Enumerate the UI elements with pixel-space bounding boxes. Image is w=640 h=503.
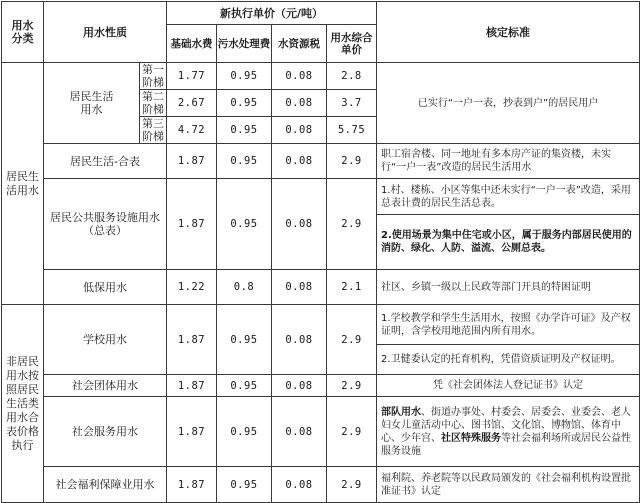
tier-label: 第一阶梯: [140, 63, 167, 90]
water-price-table: [1, 1, 640, 503]
standard-tiered: 已实行“一户一表，抄表到户”的居民用户: [377, 63, 640, 144]
resource-tax: 0.08: [272, 397, 327, 467]
resource-tax: 0.08: [272, 467, 327, 503]
category-nonresidential: 非居民 用水按 照居民 生活类 用水合 表价格 执行: [2, 305, 44, 503]
type-social-welfare: 社会福利保障业用水: [44, 467, 167, 503]
tier-label: 第二阶梯: [140, 90, 167, 117]
type-shared: 居民生活-合表: [44, 144, 167, 179]
base-fee: 2.67: [167, 90, 217, 117]
standard-shared: 职工宿舍楼、同一地址有多本房产证的集资楼，未实行“一户一表”改造的居民生活用水: [377, 144, 640, 179]
base-fee: 1.77: [167, 63, 217, 90]
standard-social-welfare: 福利院、养老院等以民政局颁发的《社会福利机构设置批准证书》认定: [377, 467, 640, 503]
standard-social-service: [377, 397, 640, 467]
sewage-fee: 0.95: [217, 467, 272, 503]
sewage-fee: 0.95: [217, 90, 272, 117]
resource-tax: 0.08: [272, 144, 327, 179]
header-nature: 用水性质: [44, 2, 167, 63]
table-row: [2, 270, 640, 305]
table-row: [2, 305, 640, 345]
header-total-price: 用水综合单价: [327, 25, 377, 63]
standard-service-bold-a: 部队用水: [381, 406, 422, 418]
table-row: [2, 63, 640, 90]
total-price: 2.9: [327, 375, 377, 397]
table-row: [2, 144, 640, 179]
table-row: [2, 397, 640, 467]
resource-tax: 0.08: [272, 270, 327, 305]
base-fee: 1.87: [167, 179, 217, 270]
sewage-fee: 0.95: [217, 179, 272, 270]
sewage-fee: 0.95: [217, 144, 272, 179]
sewage-fee: 0.95: [217, 397, 272, 467]
resource-tax: 0.08: [272, 305, 327, 375]
tier-label: 第三阶梯: [140, 117, 167, 144]
header-row-1: [2, 2, 640, 25]
total-price: 3.7: [327, 90, 377, 117]
header-sewage-fee: 污水处理费: [217, 25, 272, 63]
type-school: 学校用水: [44, 305, 167, 375]
total-price: 2.9: [327, 467, 377, 503]
table-row: [2, 179, 640, 215]
total-price: 2.8: [327, 63, 377, 90]
total-price: 2.9: [327, 397, 377, 467]
type-social-service: 社会服务用水: [44, 397, 167, 467]
table-row: [2, 375, 640, 397]
header-category: 用水 分类: [2, 2, 44, 63]
standard-school-2: 2.卫健委认定的托育机构，凭借资质证明及产权证明。: [377, 345, 640, 375]
total-price: 2.1: [327, 270, 377, 305]
standard-service-bold-c: 社区特殊服务: [441, 432, 502, 444]
header-resource-tax: 水资源税: [272, 25, 327, 63]
table-row: [2, 467, 640, 503]
standard-service-text-b: 、街道办事处、村委会、居委会、业委会、老人妇女儿童活动中心、图书馆、文化馆、博物馆、体育中心、少年宫、: [381, 406, 632, 444]
total-price: 2.9: [327, 305, 377, 375]
header-price-group: 新执行单价（元/吨）: [167, 2, 377, 25]
type-public-service: 居民公共服务设施用水（总表）: [44, 179, 167, 270]
resource-tax: 0.08: [272, 375, 327, 397]
sewage-fee: 0.95: [217, 117, 272, 144]
base-fee: 4.72: [167, 117, 217, 144]
type-tiered: 居民生活 用水: [44, 63, 140, 144]
total-price: 5.75: [327, 117, 377, 144]
category-residential: 居民生 活用水: [2, 63, 44, 305]
standard-social-org: 凭《社会团体法人登记证书》认定: [377, 375, 640, 397]
resource-tax: 0.08: [272, 63, 327, 90]
base-fee: 1.87: [167, 467, 217, 503]
standard-school-1: 1.学校教学和学生生活用水，按照《办学许可证》及产权证明，含学校用地范围内所有用水。: [377, 305, 640, 345]
sewage-fee: 0.8: [217, 270, 272, 305]
header-base-fee: 基础水费: [167, 25, 217, 63]
resource-tax: 0.08: [272, 90, 327, 117]
header-standard: 核定标准: [377, 2, 640, 63]
resource-tax: 0.08: [272, 179, 327, 270]
base-fee: 1.87: [167, 144, 217, 179]
base-fee: 1.87: [167, 375, 217, 397]
base-fee: 1.22: [167, 270, 217, 305]
resource-tax: 0.08: [272, 117, 327, 144]
base-fee: 1.87: [167, 305, 217, 375]
type-social-org: 社会团体用水: [44, 375, 167, 397]
total-price: 2.9: [327, 179, 377, 270]
standard-public-2: 2.使用场景为集中住宅或小区，属于服务内部居民使用的消防、绿化、人防、溢流、公厕总表。: [377, 215, 640, 270]
type-low-income: 低保用水: [44, 270, 167, 305]
standard-low-income: 社区、乡镇一级以上民政等部门开具的特困证明: [377, 270, 640, 305]
standard-public-1: 1.村、楼栋、小区等集中还未实行“一户一表”改造，采用总表计费的居民生活总表。: [377, 179, 640, 215]
base-fee: 1.87: [167, 397, 217, 467]
sewage-fee: 0.95: [217, 305, 272, 375]
total-price: 2.9: [327, 144, 377, 179]
standard-service-text-d: 等社会福利场所或居民公益性服务设施: [381, 432, 632, 457]
sewage-fee: 0.95: [217, 63, 272, 90]
sewage-fee: 0.95: [217, 375, 272, 397]
